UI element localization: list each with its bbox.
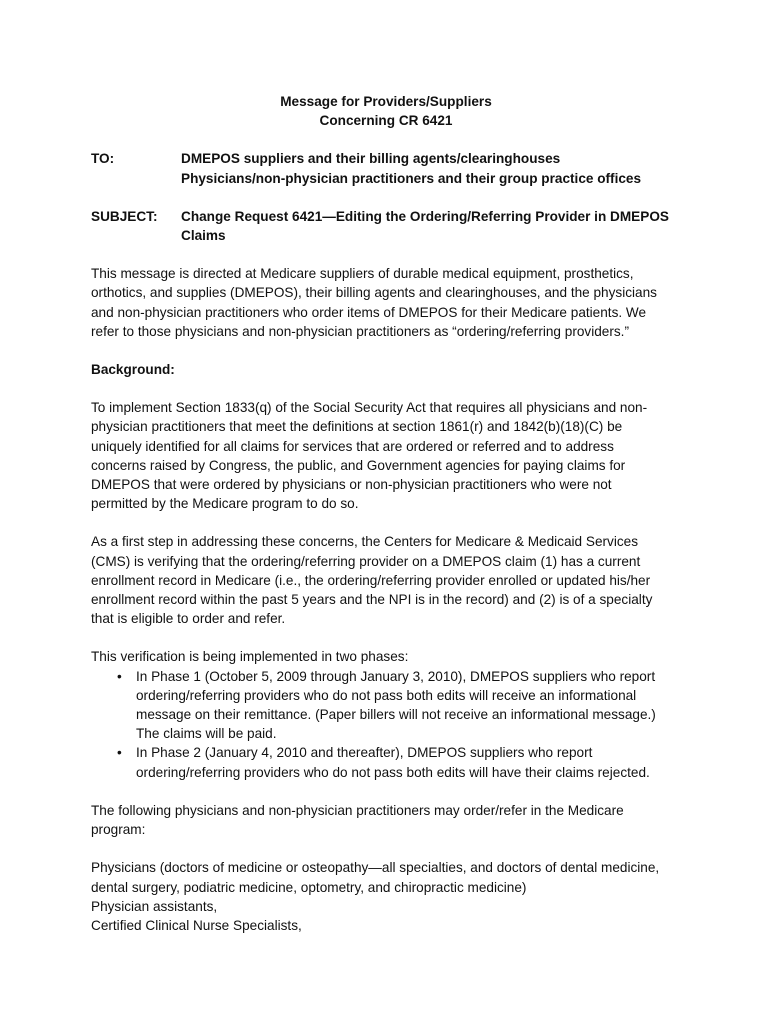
phase-line: The claims will be paid. [136, 726, 277, 742]
first-step-paragraph [91, 532, 681, 628]
background-line: uniquely identified for all claims for services that are ordered or referred and to address [91, 438, 614, 454]
intro-line: refer to those physicians and non-physician practitioners as “ordering/referring providers.” [91, 323, 629, 339]
practitioner-line: Certified Clinical Nurse Specialists, [91, 917, 302, 933]
subject-line-1: Change Request 6421—Editing the Ordering/Referring Provider in DMEPOS [181, 208, 669, 224]
phase-line: ordering/referring providers who do not pass both edits will receive an informational [136, 687, 637, 703]
background-paragraph [91, 398, 681, 513]
intro-paragraph [91, 264, 681, 341]
following-paragraph [91, 801, 681, 839]
phase-line: In Phase 1 (October 5, 2009 through January 3, 2010), DMEPOS suppliers who report [136, 668, 656, 684]
practitioners-list [91, 858, 681, 935]
first-step-line: As a first step in addressing these concerns, the Centers for Medicare & Medicaid Services [91, 534, 639, 550]
practitioner-line: dental surgery, podiatric medicine, optometry, and chiropractic medicine) [91, 879, 527, 895]
title-line-2: Concerning CR 6421 [319, 113, 453, 129]
subject-row [91, 207, 681, 245]
background-line: To implement Section 1833(q) of the Social Security Act that requires all physicians and non- [91, 400, 648, 416]
first-step-line: (CMS) is verifying that the ordering/referring provider on a DMEPOS claim (1) has a current [91, 553, 641, 569]
to-recipient-2: Physicians/non-physician practitioners and their group practice offices [181, 170, 642, 186]
following-line: program: [91, 822, 146, 838]
to-row [91, 149, 681, 187]
to-value [181, 149, 681, 187]
background-line: physician practitioners that meet the definitions at section 1861(r) and 1842(b)(18)(C) be [91, 419, 623, 435]
intro-line: orthotics, and supplies (DMEPOS), their billing agents and clearinghouses, and the physicians [91, 285, 657, 301]
phase-line: ordering/referring providers who do not pass both edits will have their claims rejected. [136, 764, 650, 780]
following-line: The following physicians and non-physician practitioners may order/refer in the Medicare [91, 802, 624, 818]
practitioner-line: Physicians (doctors of medicine or osteopathy—all specialties, and doctors of dental medicine, [91, 860, 660, 876]
document-page [91, 92, 681, 935]
phase-1-item [91, 667, 681, 744]
practitioner-line: Physician assistants, [91, 898, 218, 914]
to-recipient-1: DMEPOS suppliers and their billing agents/clearinghouses [181, 151, 561, 167]
phase-2-item [91, 743, 681, 781]
background-line: concerns raised by Congress, the public, and Government agencies for paying claims for [91, 457, 626, 473]
background-heading: Background: [91, 362, 175, 378]
to-label: TO: [91, 151, 115, 167]
subject-line-2: Claims [181, 228, 226, 244]
bullet-icon: • [117, 745, 122, 761]
phase-line: message on their remittance. (Paper billers will not receive an informational message.) [136, 707, 656, 723]
phases-intro: This verification is being implemented in two phases: [91, 649, 409, 665]
subject-value [181, 207, 681, 245]
subject-label: SUBJECT: [91, 208, 158, 224]
intro-line: This message is directed at Medicare suppliers of durable medical equipment, prosthetics, [91, 266, 634, 282]
phase-line: In Phase 2 (January 4, 2010 and thereafter), DMEPOS suppliers who report [136, 745, 593, 761]
first-step-line: that is eligible to order and refer. [91, 611, 286, 627]
phases-list [91, 667, 681, 782]
document-title [91, 92, 681, 130]
title-line-1: Message for Providers/Suppliers [280, 94, 492, 109]
intro-line: and non-physician practitioners who order items of DMEPOS for their Medicare patients. We [91, 304, 647, 320]
background-line: DMEPOS that were ordered by physicians or non-physician practitioners who were not [91, 477, 612, 493]
bullet-icon: • [117, 668, 122, 684]
first-step-line: enrollment record in Medicare (i.e., the ordering/referring provider enrolled or updated his/her [91, 572, 651, 588]
first-step-line: enrollment record within the past 5 years and the NPI is in the record) and (2) is of a specialty [91, 592, 653, 608]
background-line: permitted by the Medicare program to do so. [91, 496, 359, 512]
